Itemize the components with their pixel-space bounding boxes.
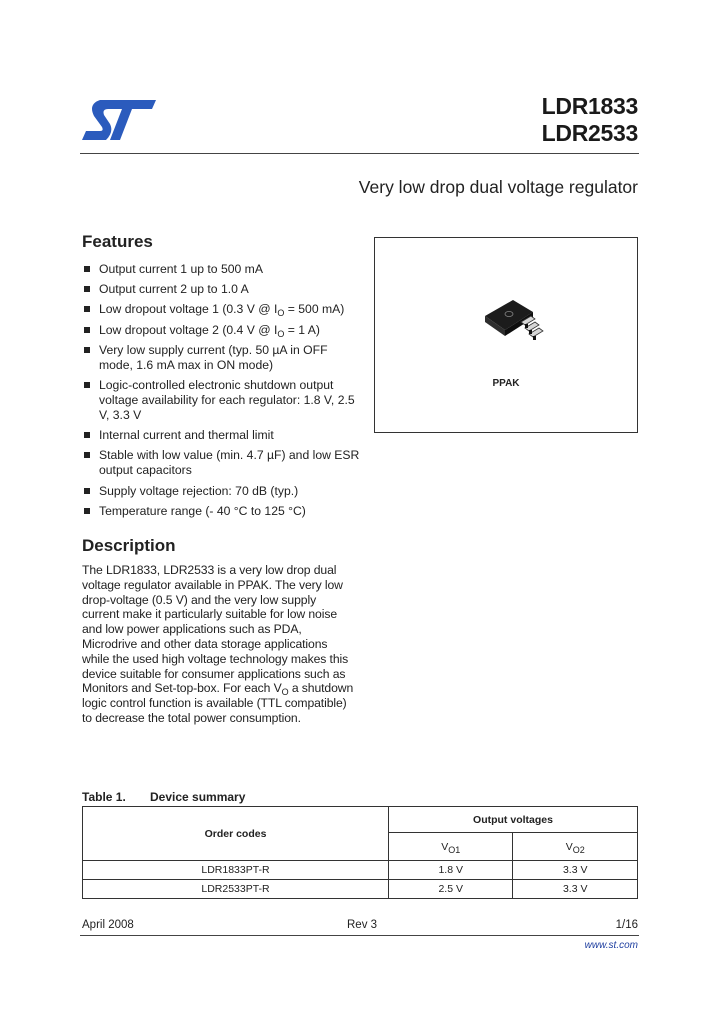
feature-item: Internal current and thermal limit [84,428,364,443]
feature-item: Supply voltage rejection: 70 dB (typ.) [84,484,364,499]
table-row: LDR1833PT-R 1.8 V 3.3 V [83,861,638,880]
features-heading: Features [82,232,153,251]
feature-item: Low dropout voltage 2 (0.4 V @ $I_O = 1$ A) [84,323,364,338]
package-label: PPAK [492,378,520,389]
part-number-2: LDR2533 [541,120,638,146]
feature-item: Low dropout voltage 1 (0.3 V @ $I_O = 500$ mA) [84,302,364,317]
feature-item: Stable with low value (min. 4.7 µF) and low ESR output capacitors [84,448,364,478]
feature-item: Very low supply current (typ. 50 µA in OFF mode, 1.6 mA max in ON mode) [84,343,364,373]
table-caption: Table 1. Device summary [82,790,246,804]
description-text: The LDR1833, LDR2533 is a very low drop dual voltage regulator available in PPAK. The very low drop-voltage (0.5 V) and the very low supply current make it particularly suitable for low noise and low power applications such as PDA, Microdrive and other data storage applications while the used high voltage technology makes this device suitable for consumer applications such as Monitors and Set-top-box. For each $V_O$ a shutdown logic control function is available (TTL compatible) to decrease the total power consumption. [82,563,354,725]
footer-page-number: 1/16 [615,919,638,931]
feature-item: Temperature range (- 40 °C to 125 °C) [84,504,364,519]
order-codes-header: Order codes [83,807,389,861]
footer-date: April 2008 [82,919,134,931]
feature-item: Output current 2 up to 1.0 A [84,282,364,297]
st-logo [80,98,158,142]
footer-revision: Rev 3 [347,919,378,931]
description-heading: Description [82,536,176,555]
vo2-header: $V_{O2}$ [513,833,638,861]
document-subtitle: Very low drop dual voltage regulator [358,177,638,197]
table-row: LDR2533PT-R 2.5 V 3.3 V [83,880,638,899]
ppak-package-image [483,294,553,346]
vo1-header: $V_{O1}$ [389,833,513,861]
device-summary-table [82,806,638,899]
part-number-1: LDR1833 [541,93,638,119]
feature-item: Logic-controlled electronic shutdown output voltage availability for each regulator: 1.8 V, 2.5 V, 3.3 V [84,378,364,423]
website-link[interactable]: www.st.com [584,940,638,951]
feature-item: Output current 1 up to 500 mA [84,262,364,277]
package-figure [374,237,638,433]
output-voltages-header: Output voltages [389,807,638,833]
footer-divider [80,935,639,936]
header-divider [80,153,639,154]
features-list [84,262,364,524]
